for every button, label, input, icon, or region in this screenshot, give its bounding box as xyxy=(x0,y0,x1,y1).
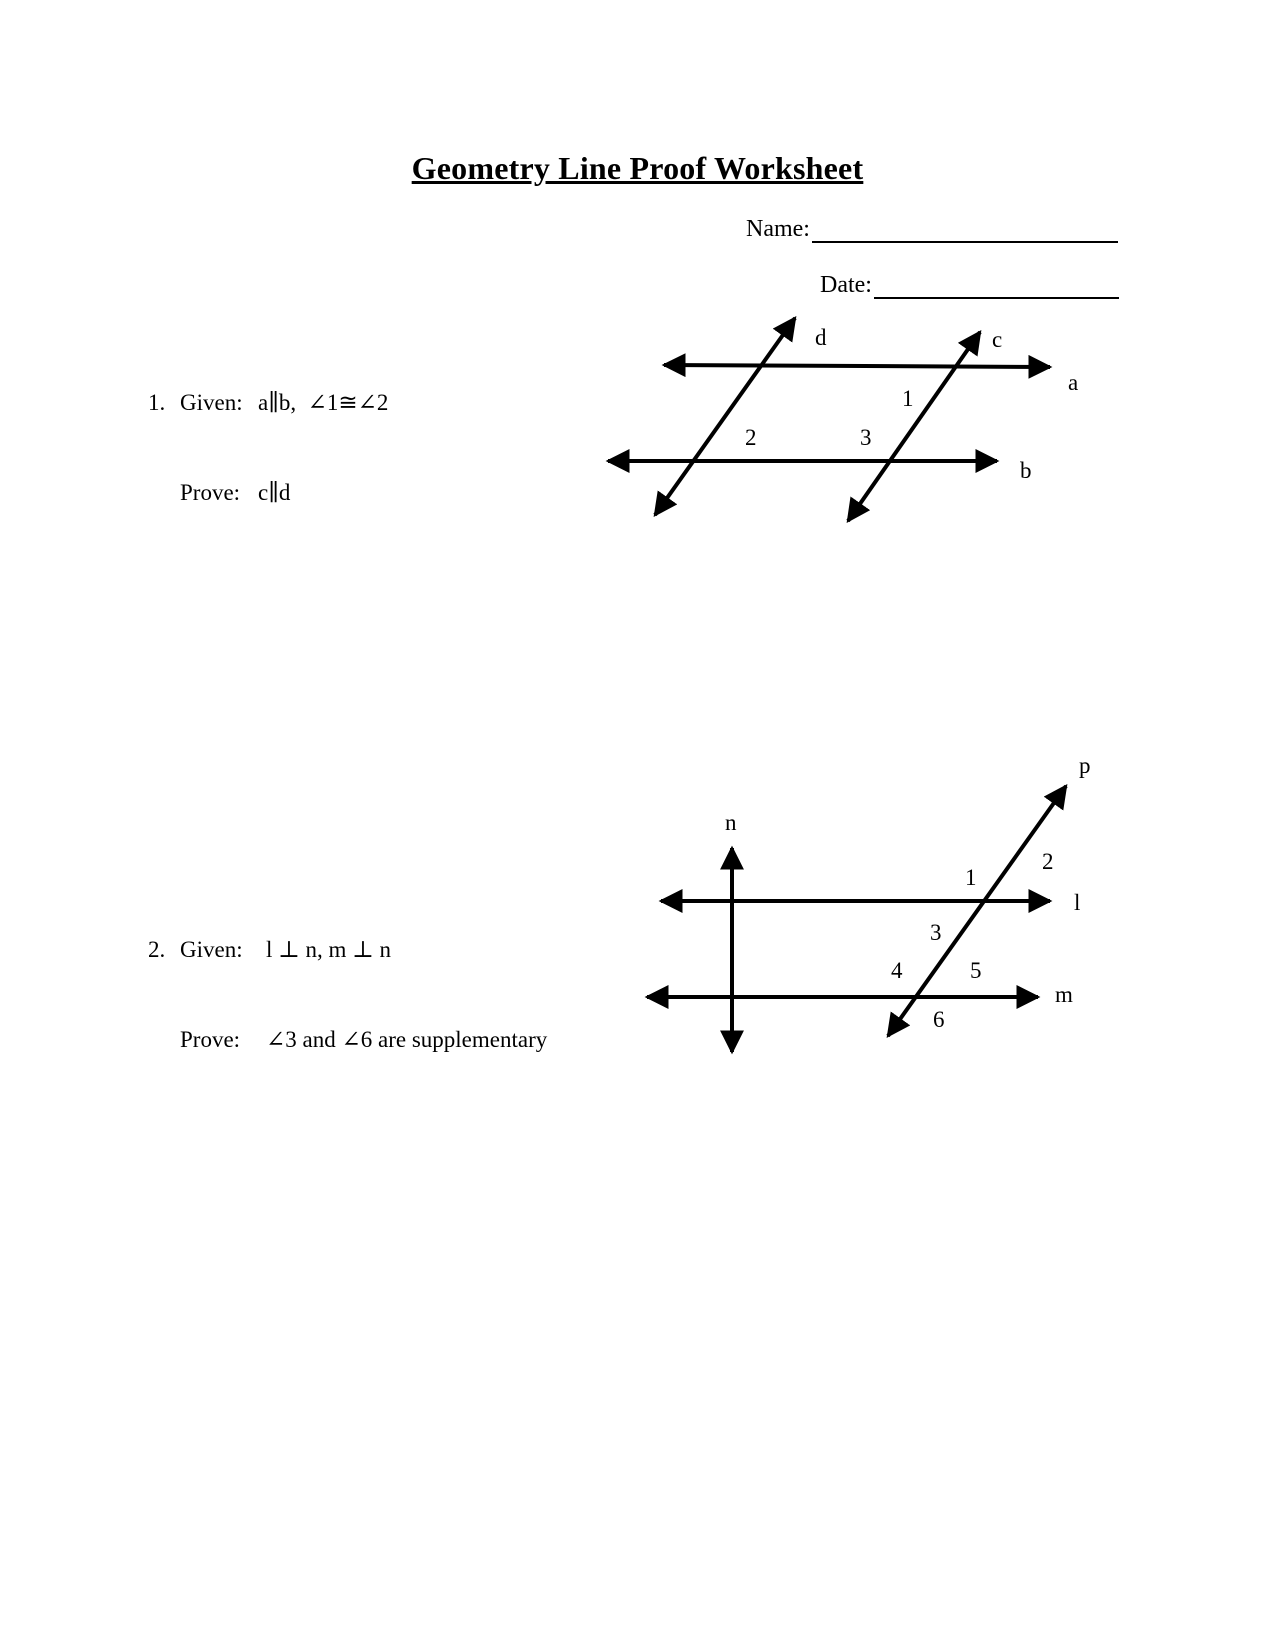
problem-2-given-label: Given: xyxy=(180,937,243,962)
angle-5: 5 xyxy=(970,958,982,983)
label-l: l xyxy=(1074,890,1081,915)
problem-2-given: l ⊥ n, m ⊥ n xyxy=(266,937,392,962)
problem-1-prove: c∥d xyxy=(258,480,291,505)
problem-1-given-label: Given: xyxy=(180,390,243,415)
angle-3: 3 xyxy=(930,920,942,945)
label-n: n xyxy=(725,810,737,835)
problem-2-number: 2. xyxy=(148,937,166,962)
angle-6: 6 xyxy=(933,1007,945,1032)
line-a xyxy=(664,365,1050,367)
date-label: Date: xyxy=(820,272,872,298)
label-b: b xyxy=(1020,458,1032,483)
angle-4: 4 xyxy=(891,958,903,983)
figure-1 xyxy=(608,318,1050,521)
problem-2-prove-label: Prove: xyxy=(180,1027,241,1052)
label-p: p xyxy=(1079,753,1091,778)
problem-2-prove: ∠3 and ∠6 are supplementary xyxy=(266,1027,548,1052)
worksheet-title: Geometry Line Proof Worksheet xyxy=(411,150,864,186)
line-d xyxy=(655,318,795,515)
label-m: m xyxy=(1055,982,1073,1007)
angle-1: 1 xyxy=(902,386,914,411)
problem-1-prove-label: Prove: xyxy=(180,480,241,505)
label-a: a xyxy=(1068,370,1079,395)
problem-1-given: a∥b, ∠1≅∠2 xyxy=(258,390,389,415)
figure-2 xyxy=(647,786,1066,1052)
name-label: Name: xyxy=(746,216,810,242)
angle-3: 3 xyxy=(860,425,872,450)
angle-1: 1 xyxy=(965,865,977,890)
angle-2: 2 xyxy=(1042,849,1054,874)
label-d: d xyxy=(815,325,827,350)
label-c: c xyxy=(992,327,1003,352)
figure-2-labels xyxy=(725,753,1091,1032)
angle-2: 2 xyxy=(745,425,757,450)
problem-1-number: 1. xyxy=(148,390,166,415)
